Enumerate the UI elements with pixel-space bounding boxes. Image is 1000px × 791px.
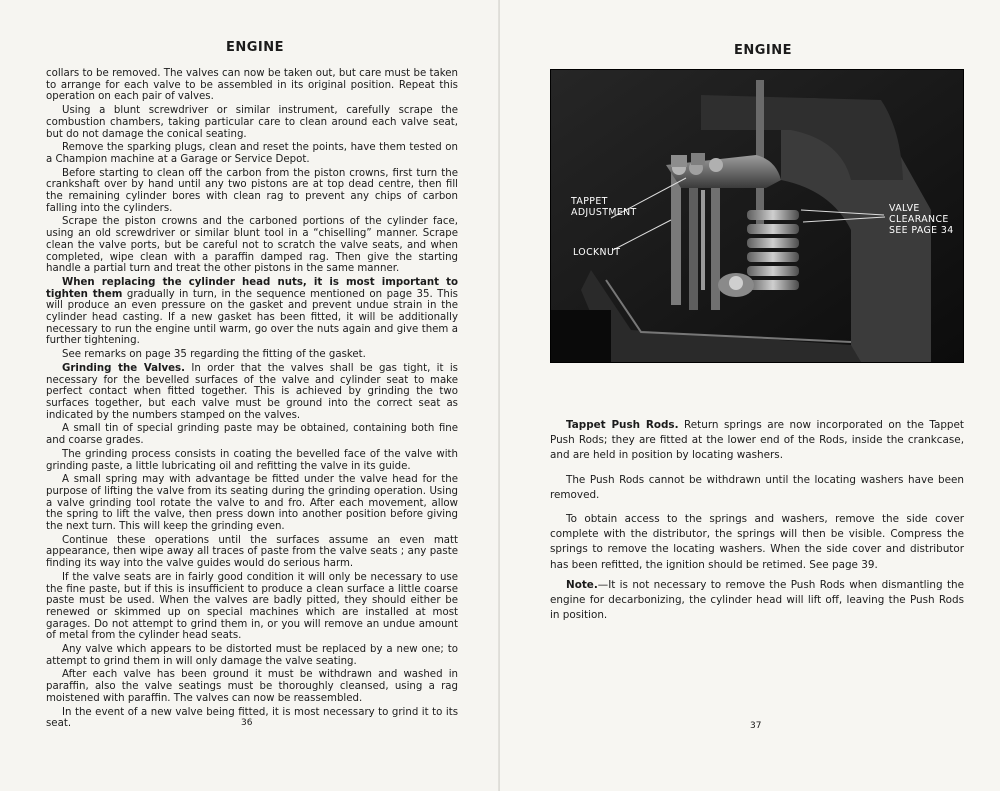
paragraph: Before starting to clean off the carbon from the piston crowns, first turn the crankshaft over by hand until any two pistons are at top dead centre, then fill the remaining cylinder bores with clean rag to prevent any chips of carbon falling into the cylinders. xyxy=(46,167,458,214)
callout-line: ADJUSTMENT xyxy=(571,207,637,218)
paragraph xyxy=(550,578,964,624)
engine-photo xyxy=(550,69,964,363)
paragraph: See remarks on page 35 regarding the fitting of the gasket. xyxy=(62,349,366,361)
callout-line: VALVE xyxy=(889,203,920,214)
running-head-right: ENGINE xyxy=(734,43,793,58)
paragraph: Remove the sparking plugs, clean and reset the points, have them tested on a Champion machine at a Garage or Service Depot. xyxy=(46,142,458,165)
right-paragraph-push-rods xyxy=(550,473,964,503)
callout-line: TAPPET xyxy=(571,196,608,207)
paragraph: The grinding process consists in coating the bevelled face of the valve with grinding paste, a little lubricating oil and refitting the valve in its guide. xyxy=(46,448,458,472)
paragraph-grinding-valves xyxy=(46,363,458,422)
running-head-left: ENGINE xyxy=(226,40,285,55)
paragraph-text: gradually in turn, in the sequence mentioned on page 35. This will produce an even pressure on the gasket and prevent undue strain in the cylinder head casting. If a new gasket has been fitted, it will be additionally necessary to run the engine until warm, go over the nuts again and give them a further tightening. xyxy=(46,288,458,347)
paragraph: The Push Rods cannot be withdrawn until the locating washers have been removed. xyxy=(550,474,964,502)
right-page xyxy=(500,0,1000,791)
paragraph: collars to be removed. The valves can now be taken out, but care must be taken to arrange for each valve to be assembled in its original position. Repeat this operation on each pair of valves. xyxy=(46,68,458,103)
left-text-column xyxy=(46,68,458,732)
paragraph: Continue these operations until the surfaces assume an even matt appearance, then wipe away all traces of paste from the valve seats ; any paste finding its way into the valve guides would do serious harm. xyxy=(46,534,458,570)
callout-line: SEE PAGE 34 xyxy=(889,225,954,236)
section-heading: Tappet Push Rods. xyxy=(566,419,679,431)
right-paragraph-tappet xyxy=(550,418,964,464)
paragraph: If the valve seats are in fairly good condition it will only be necessary to use the fine paste, but if this is insufficient to produce a clean surface a little coarse paste must be used. When the valves are badly pitted, they should either be renewed or skimmed up on special machines which are installed at most garages. Do not attempt to grind them in, or you will remove an undue amount of metal from the cylinder head seats. xyxy=(46,571,458,642)
note-label: Note. xyxy=(566,579,598,591)
valve-clearance-label xyxy=(889,203,954,236)
page-number-right: 37 xyxy=(750,721,762,731)
right-paragraph-note xyxy=(550,578,964,624)
bold-instruction: When replacing the cylinder head nuts, it is most important to tighten them xyxy=(46,276,458,300)
paragraph: A small spring may with advantage be fitted under the valve head for the purpose of lifting the valve from its seating during the grinding operation. Using a valve grinding tool rotate the valve to and fro. After each movement, allow the spring to lift the valve, then press down into another position before giving the next turn. This will keep the grinding even. xyxy=(46,474,458,533)
tappet-adjustment-label xyxy=(571,196,637,218)
paragraph: Scrape the piston crowns and the carboned portions of the cylinder face, using an old screwdriver or similar blunt tool in a “chiselling” manner. Scrape clean the valve ports, but be careful not to scratch the valve seats, and when completed, wipe clean with a paraffin damped rag. Then give the starting handle a partial turn and treat the other pistons in the same manner. xyxy=(46,216,458,275)
locknut-label: LOCKNUT xyxy=(573,247,621,258)
section-heading: Grinding the Valves. xyxy=(62,362,185,374)
paragraph-text: Return springs are now incorporated on the Tappet Push Rods; they are fitted at the lower end of the Rods, inside the crankcase, and are held in position by locating washers. xyxy=(550,419,964,462)
paragraph: To obtain access to the springs and washers, remove the side cover complete with the distributor, the springs will then be visible. Compress the springs to remove the locating washers. When the side cover and distributor has been refitted, the ignition should be retimed. See page 39. xyxy=(550,513,964,571)
paragraph-text: In order that the valves shall be gas tight, it is necessary for the bevelled surfaces of the valve and cylinder seat to make perfect contact when fitted together. This is achieved by grinding the two surfaces together, but each valve must be ground into the correct seat as indicated by the numbers stamped on the valves. xyxy=(46,362,458,421)
paragraph: Any valve which appears to be distorted must be replaced by a new one; to attempt to grind them in will only damage the valve seating. xyxy=(46,644,458,667)
page-number-left: 36 xyxy=(241,718,253,728)
paragraph-text: —It is not necessary to remove the Push Rods when dismantling the engine for decarbonizing, the cylinder head will lift off, leaving the Push Rods in position. xyxy=(550,579,964,622)
right-paragraph-access xyxy=(550,512,964,573)
paragraph: A small tin of special grinding paste may be obtained, containing both fine and coarse grades. xyxy=(46,423,458,447)
paragraph-cylinder-head-nuts xyxy=(46,277,458,347)
callout-line: CLEARANCE xyxy=(889,214,949,225)
paragraph: After each valve has been ground it must be withdrawn and washed in paraffin, also the valve seatings must be thoroughly cleansed, using a rag moistened with paraffin. The valves can now be reassembled. xyxy=(46,669,458,704)
paragraph: Using a blunt screwdriver or similar instrument, carefully scrape the combustion chambers, taking particular care to clean around each valve seat, but do not damage the conical seating. xyxy=(46,105,458,140)
paragraph: In the event of a new valve being fitted, it is most necessary to grind it to its seat. xyxy=(46,706,458,730)
paragraph xyxy=(550,418,964,464)
